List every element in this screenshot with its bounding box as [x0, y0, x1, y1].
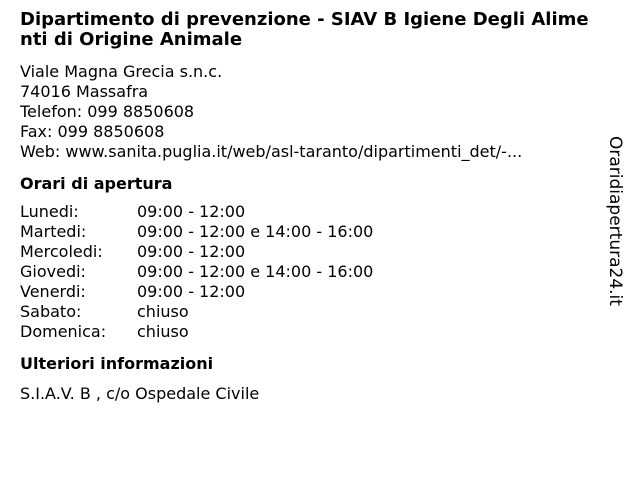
day-label: Sabato:: [20, 302, 82, 321]
day-label: Lunedi:: [20, 202, 79, 221]
opening-hours-table: [20, 202, 595, 342]
site-brand-vertical: Oraridiapertura24.it: [605, 136, 625, 306]
day-label: Domenica:: [20, 322, 107, 341]
hours-value: 09:00 - 12:00 e 14:00 - 16:00: [137, 222, 374, 241]
hours-row-friday: [20, 282, 595, 302]
additional-info-heading: Ulteriori informazioni: [20, 354, 214, 373]
address-block: [20, 62, 595, 162]
hours-value: 09:00 - 12:00: [137, 282, 246, 301]
hours-row-tuesday: [20, 222, 595, 242]
hours-row-wednesday: [20, 242, 595, 262]
phone-number[interactable]: Telefon: 099 8850608: [20, 102, 195, 121]
day-label: Giovedi:: [20, 262, 86, 281]
hours-row-monday: [20, 202, 595, 222]
hours-row-sunday: [20, 322, 595, 342]
hours-row-thursday: [20, 262, 595, 282]
opening-hours-heading: Orari di apertura: [20, 174, 173, 193]
day-label: Venerdi:: [20, 282, 86, 301]
hours-row-saturday: [20, 302, 595, 322]
postal-city: 74016 Massafra: [20, 82, 149, 101]
day-label: Martedi:: [20, 222, 87, 241]
hours-value: 09:00 - 12:00: [137, 242, 246, 261]
additional-info-text: S.I.A.V. B , c/o Ospedale Civile: [20, 384, 260, 403]
website-link[interactable]: Web: www.sanita.puglia.it/web/asl-taranto/dipartimenti_det/-...: [20, 142, 523, 161]
hours-value: chiuso: [137, 322, 189, 341]
content-area: [20, 10, 595, 404]
hours-value: 09:00 - 12:00 e 14:00 - 16:00: [137, 262, 374, 281]
day-label: Mercoledi:: [20, 242, 103, 261]
page-title: Dipartimento di prevenzione - SIAV B Igiene Degli Alimenti di Origine Animale: [20, 9, 589, 50]
fax-number: Fax: 099 8850608: [20, 122, 165, 141]
hours-value: chiuso: [137, 302, 189, 321]
street-address: Viale Magna Grecia s.n.c.: [20, 62, 223, 81]
hours-value: 09:00 - 12:00: [137, 202, 246, 221]
